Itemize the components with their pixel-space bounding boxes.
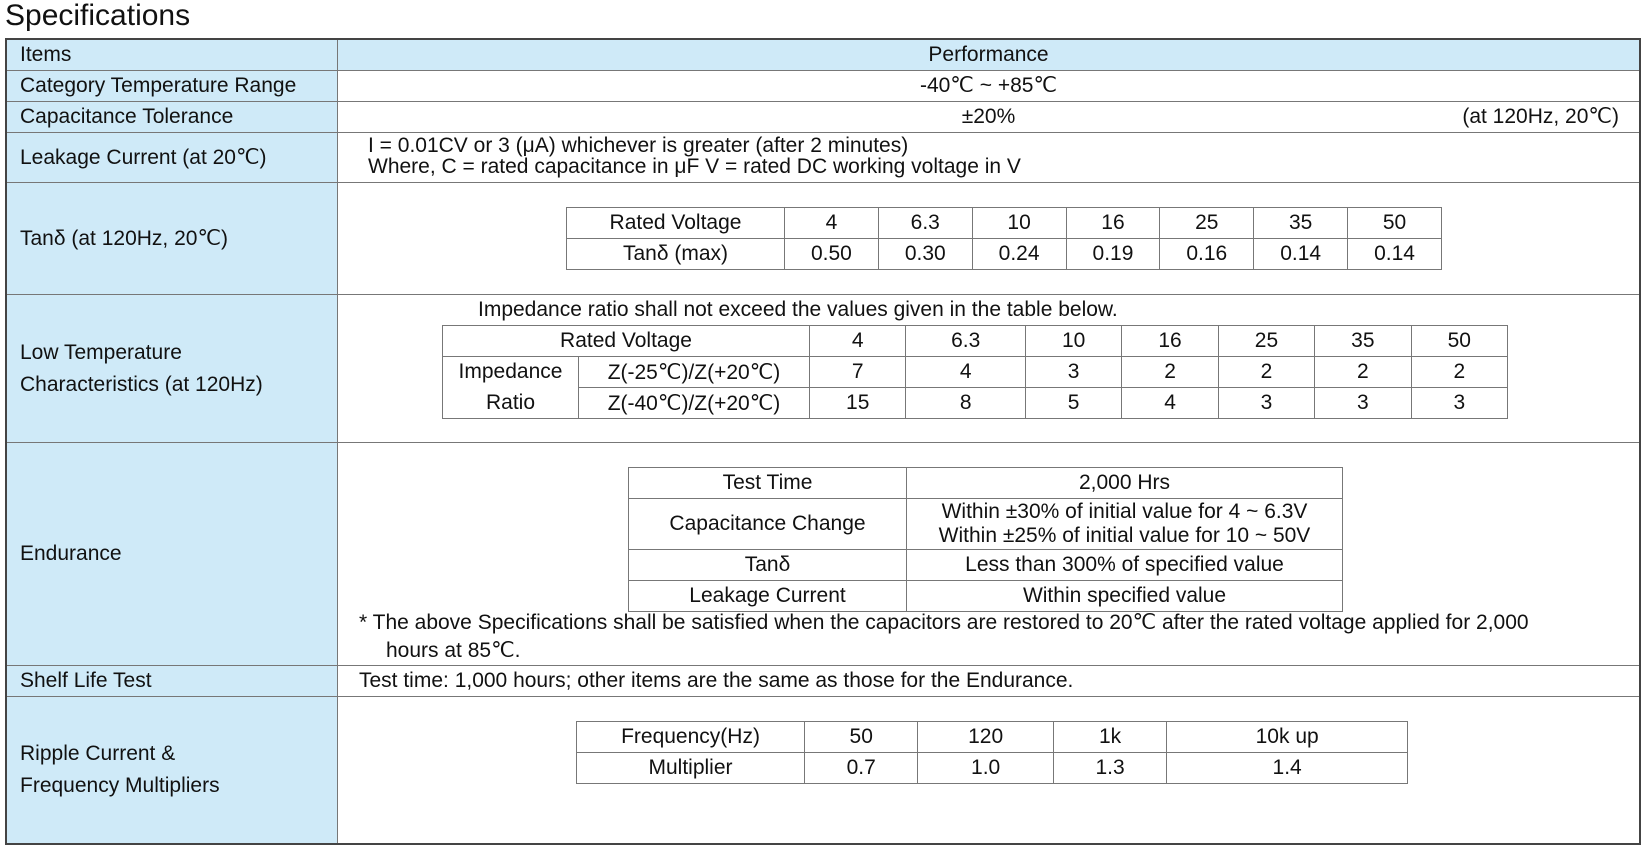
endurance-note-line1: * The above Specifications shall be satisfied when the capacitors are restored to 20℃ after the rated voltage applied for 2,000 (359, 611, 1529, 634)
tand-value-cell: 0.14 (1254, 239, 1348, 270)
z25-value-cell: 2 (1218, 357, 1314, 388)
frequency-cell: 10k up (1167, 722, 1408, 753)
leakage-value-cell (338, 133, 1639, 182)
cap-tolerance-note: (at 120Hz, 20℃) (1462, 105, 1619, 128)
low-temp-voltage-cell: 35 (1315, 326, 1411, 357)
endurance-cap-change-row (629, 499, 1343, 550)
frequency-cell: 120 (918, 722, 1053, 753)
frequency-header: Frequency(Hz) (577, 722, 805, 753)
z25-value-cell: 3 (1025, 357, 1121, 388)
low-temp-z25-row (443, 357, 1508, 388)
endurance-label: Endurance (20, 542, 122, 565)
z40-value-cell: 8 (906, 388, 1026, 419)
tand-voltage-cell: 10 (972, 208, 1066, 239)
shelf-life-value: Test time: 1,000 hours; other items are the same as those for the Endurance. (359, 669, 1074, 692)
low-temp-z40-row (443, 388, 1508, 419)
z25-value-cell: 7 (810, 357, 906, 388)
items-header-cell (7, 40, 338, 70)
category-temp-label: Category Temperature Range (20, 74, 297, 97)
cap-change-line1: Within ±30% of initial value for 4 ~ 6.3V (941, 500, 1308, 523)
cap-tolerance-label-cell (7, 102, 338, 132)
performance-header: Performance (928, 43, 1049, 66)
low-temp-voltage-cell: 50 (1411, 326, 1507, 357)
test-time-value: 2,000 Hrs (907, 468, 1343, 499)
endurance-value-cell (338, 443, 1639, 665)
z25-value-cell: 2 (1122, 357, 1218, 388)
ripple-label (20, 738, 220, 802)
cap-change-line2: Within ±25% of initial value for 10 ~ 50V (938, 524, 1311, 547)
tand-value-cell (338, 183, 1639, 294)
tand-voltage-cell: 50 (1348, 208, 1442, 239)
low-temp-label-line1: Low Temperature (20, 340, 182, 364)
low-temp-voltage-cell: 4 (810, 326, 906, 357)
test-time-label: Test Time (629, 468, 907, 499)
ripple-label-line2: Frequency Multipliers (20, 774, 220, 797)
tand-label-cell (7, 183, 338, 294)
endurance-table (628, 467, 1343, 612)
tand-voltage-cell: 6.3 (878, 208, 972, 239)
endurance-tand-value: Less than 300% of specified value (907, 550, 1343, 581)
multiplier-header: Multiplier (577, 753, 805, 784)
tand-value-cell: 0.50 (785, 239, 879, 270)
leakage-row (7, 133, 1639, 183)
category-temp-row (7, 71, 1639, 102)
cap-tolerance-value-cell (338, 102, 1639, 132)
category-temp-value: -40℃ ~ +85℃ (919, 74, 1058, 97)
impedance-label: Impedance (443, 357, 579, 388)
leakage-line2: Where, C = rated capacitance in μF V = rated DC working voltage in V (368, 155, 1021, 178)
tand-value-cell: 0.30 (878, 239, 972, 270)
tand-table (566, 207, 1442, 270)
low-temp-row (7, 295, 1639, 443)
endurance-row (7, 443, 1639, 666)
ripple-multiplier-row (577, 753, 1408, 784)
endurance-leakage-label: Leakage Current (629, 581, 907, 612)
z25-value-cell: 2 (1411, 357, 1507, 388)
tand-voltage-row (567, 208, 1442, 239)
items-header: Items (20, 43, 72, 66)
z25-value-cell: 4 (906, 357, 1026, 388)
low-temp-voltage-cell: 6.3 (906, 326, 1026, 357)
leakage-line1: I = 0.01CV or 3 (μA) whichever is greater (after 2 minutes) (368, 134, 909, 157)
leakage-label-cell (7, 133, 338, 182)
z40-value-cell: 3 (1218, 388, 1314, 419)
tand-max-header: Tanδ (max) (567, 239, 785, 270)
low-temp-table (442, 325, 1508, 419)
tand-value-cell: 0.14 (1348, 239, 1442, 270)
multiplier-cell: 1.0 (918, 753, 1053, 784)
low-temp-voltage-cell: 10 (1025, 326, 1121, 357)
low-temp-voltage-row (443, 326, 1508, 357)
endurance-leakage-row (629, 581, 1343, 612)
tand-value-cell: 0.24 (972, 239, 1066, 270)
leakage-label: Leakage Current (at 20℃) (20, 145, 267, 169)
tand-voltage-cell: 4 (785, 208, 879, 239)
page-title: Specifications (5, 0, 191, 32)
z25-value-cell: 2 (1315, 357, 1411, 388)
tand-voltage-cell: 35 (1254, 208, 1348, 239)
low-temp-label-cell (7, 295, 338, 442)
low-temp-voltage-cell: 25 (1218, 326, 1314, 357)
multiplier-cell: 0.7 (805, 753, 918, 784)
ratio-label: Ratio (443, 388, 579, 419)
cap-tolerance-row (7, 102, 1639, 133)
ripple-label-line1: Ripple Current & (20, 742, 176, 765)
tand-label: Tanδ (at 120Hz, 20℃) (20, 226, 229, 250)
tand-value-cell: 0.19 (1066, 239, 1160, 270)
ripple-row (7, 697, 1639, 843)
z40-label: Z(-40℃)/Z(+20℃) (579, 388, 810, 419)
frequency-cell: 50 (805, 722, 918, 753)
z40-value-cell: 3 (1315, 388, 1411, 419)
ripple-table (576, 721, 1408, 784)
endurance-tand-label: Tanδ (629, 550, 907, 581)
category-temp-label-cell (7, 71, 338, 101)
tand-voltage-cell: 25 (1160, 208, 1254, 239)
endurance-label-cell (7, 443, 338, 665)
tand-value-cell: 0.16 (1160, 239, 1254, 270)
cap-tolerance-value: ±20% (961, 105, 1016, 128)
performance-header-cell (338, 40, 1639, 70)
low-temp-voltage-cell: 16 (1122, 326, 1218, 357)
specifications-table (5, 38, 1641, 845)
z25-label: Z(-25℃)/Z(+20℃) (579, 357, 810, 388)
shelf-life-label-cell (7, 666, 338, 696)
tand-voltage-cell: 16 (1066, 208, 1160, 239)
shelf-life-label: Shelf Life Test (20, 669, 152, 692)
endurance-tand-row (629, 550, 1343, 581)
low-temp-value-cell (338, 295, 1639, 442)
tand-row (7, 183, 1639, 295)
z40-value-cell: 15 (810, 388, 906, 419)
ripple-value-cell (338, 697, 1639, 843)
cap-tolerance-label: Capacitance Tolerance (20, 105, 234, 128)
multiplier-cell: 1.3 (1053, 753, 1166, 784)
endurance-note-line2: hours at 85℃. (386, 639, 521, 662)
z40-value-cell: 3 (1411, 388, 1507, 419)
category-temp-value-cell (338, 71, 1639, 101)
low-temp-rated-voltage-header: Rated Voltage (443, 326, 810, 357)
ripple-frequency-row (577, 722, 1408, 753)
endurance-leakage-value: Within specified value (907, 581, 1343, 612)
frequency-cell: 1k (1053, 722, 1166, 753)
low-temp-label-line2: Characteristics (at 120Hz) (20, 372, 263, 396)
ripple-label-cell (7, 697, 338, 843)
tand-rated-voltage-header: Rated Voltage (567, 208, 785, 239)
multiplier-cell: 1.4 (1167, 753, 1408, 784)
low-temp-label (20, 337, 263, 401)
low-temp-intro: Impedance ratio shall not exceed the values given in the table below. (478, 298, 1118, 321)
shelf-life-row (7, 666, 1639, 697)
z40-value-cell: 5 (1025, 388, 1121, 419)
cap-change-value (907, 499, 1343, 550)
header-row (7, 40, 1639, 71)
shelf-life-value-cell (338, 666, 1639, 696)
tand-max-row (567, 239, 1442, 270)
z40-value-cell: 4 (1122, 388, 1218, 419)
endurance-test-time-row (629, 468, 1343, 499)
cap-change-label: Capacitance Change (629, 499, 907, 550)
